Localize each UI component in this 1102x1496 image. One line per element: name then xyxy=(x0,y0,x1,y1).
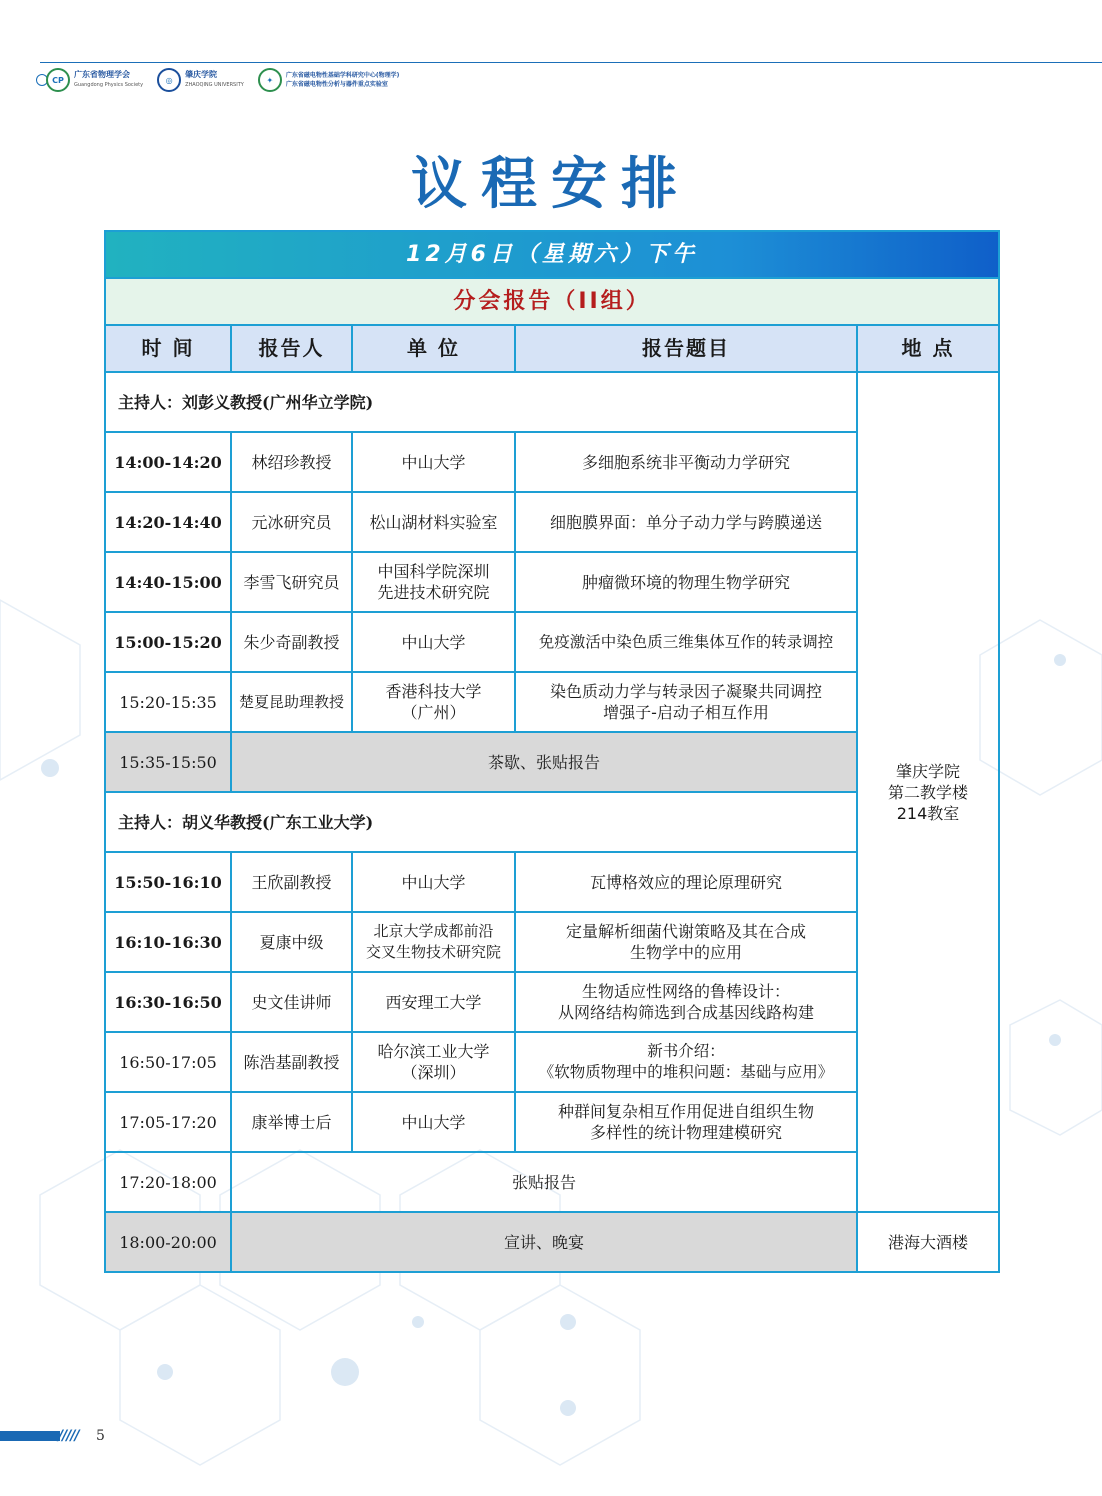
row-time: 15:50-16:10 xyxy=(105,852,231,912)
row-unit: 中山大学 xyxy=(352,612,515,672)
break-time: 15:35-15:50 xyxy=(105,732,231,792)
row-speaker: 康举博士后 xyxy=(231,1092,352,1152)
row-unit: 中山大学 xyxy=(352,432,515,492)
session-title: 分会报告（II组） xyxy=(105,278,999,325)
org1-sub: Guangdong Physics Society xyxy=(74,82,144,88)
host-row-2: 主持人：胡义华教授(广东工业大学) xyxy=(105,792,857,852)
row-speaker: 李雪飞研究员 xyxy=(231,552,352,612)
row-time: 14:40-15:00 xyxy=(105,552,231,612)
page-title: 议程安排 xyxy=(411,152,691,217)
row-time: 16:10-16:30 xyxy=(105,912,231,972)
row-speaker: 王欣副教授 xyxy=(231,852,352,912)
row-time: 16:50-17:05 xyxy=(105,1032,231,1092)
logo-research-center xyxy=(258,68,400,92)
row-time: 17:05-17:20 xyxy=(105,1092,231,1152)
footer-bar xyxy=(0,1431,60,1441)
header-rule xyxy=(40,62,1102,63)
row-topic: 多细胞系统非平衡动力学研究 xyxy=(515,432,857,492)
row-topic: 肿瘤微环境的物理生物学研究 xyxy=(515,552,857,612)
university-emblem-icon: ◎ xyxy=(157,68,181,92)
row-time: 15:20-15:35 xyxy=(105,672,231,732)
venue-line2: 第二教学楼 xyxy=(888,782,969,802)
row-unit: 西安理工大学 xyxy=(352,972,515,1032)
dinner-label: 宣讲、晚宴 xyxy=(231,1212,857,1272)
dinner-row xyxy=(105,1212,999,1272)
poster-label: 张贴报告 xyxy=(231,1152,857,1212)
date-banner: 12月6日（星期六）下午 xyxy=(105,231,999,278)
row-topic: 染色质动力学与转录因子凝聚共同调控 增强子-启动子相互作用 xyxy=(515,672,857,732)
venue-line1: 肇庆学院 xyxy=(896,761,961,781)
row-time: 14:00-14:20 xyxy=(105,432,231,492)
row-topic: 瓦博格效应的理论原理研究 xyxy=(515,852,857,912)
row-time: 14:20-14:40 xyxy=(105,492,231,552)
org2-sub: ZHAOQING UNIVERSITY xyxy=(185,82,244,88)
row-unit: 中国科学院深圳 先进技术研究院 xyxy=(352,552,515,612)
row-unit: 松山湖材料实验室 xyxy=(352,492,515,552)
row-topic: 种群间复杂相互作用促进自组织生物 多样性的统计物理建模研究 xyxy=(515,1092,857,1152)
row-speaker: 史文佳讲师 xyxy=(231,972,352,1032)
dinner-place: 港海大酒楼 xyxy=(857,1212,999,1272)
page-number: 5 xyxy=(96,1428,105,1444)
row-time: 15:00-15:20 xyxy=(105,612,231,672)
row-topic: 生物适应性网络的鲁棒设计： 从网络结构筛选到合成基因线路构建 xyxy=(515,972,857,1032)
footer-slashes: ///// xyxy=(58,1428,79,1444)
col-header-place: 地 点 xyxy=(857,325,999,372)
col-header-time: 时 间 xyxy=(105,325,231,372)
row-topic: 新书介绍： 《软物质物理中的堆积问题：基础与应用》 xyxy=(515,1032,857,1092)
row-speaker: 陈浩基副教授 xyxy=(231,1032,352,1092)
row-unit: 香港科技大学 （广州） xyxy=(352,672,515,732)
col-header-topic: 报告题目 xyxy=(515,325,857,372)
poster-time: 17:20-18:00 xyxy=(105,1152,231,1212)
agenda-table xyxy=(104,230,1000,1273)
logo-physics-society xyxy=(36,68,143,92)
row-unit: 北京大学成都前沿 交叉生物技术研究院 xyxy=(352,912,515,972)
row-topic: 免疫激活中染色质三维集体互作的转录调控 xyxy=(515,612,857,672)
header-logos xyxy=(36,64,399,96)
row-topic: 细胞膜界面：单分子动力学与跨膜递送 xyxy=(515,492,857,552)
venue-line3: 214教室 xyxy=(896,803,960,823)
break-label: 茶歇、张贴报告 xyxy=(231,732,857,792)
row-speaker: 朱少奇副教授 xyxy=(231,612,352,672)
col-header-speaker: 报告人 xyxy=(231,325,352,372)
row-unit: 中山大学 xyxy=(352,1092,515,1152)
org3-line1: 广东省磁电物性基础学科研究中心(物理学) xyxy=(285,72,400,79)
row-time: 16:30-16:50 xyxy=(105,972,231,1032)
row-speaker: 楚夏昆助理教授 xyxy=(231,672,352,732)
row-unit: 哈尔滨工业大学 （深圳） xyxy=(352,1032,515,1092)
dinner-time: 18:00-20:00 xyxy=(105,1212,231,1272)
logo-zhaoqing-university xyxy=(157,68,244,92)
row-topic: 定量解析细菌代谢策略及其在合成 生物学中的应用 xyxy=(515,912,857,972)
col-header-unit: 单 位 xyxy=(352,325,515,372)
org3-line2: 广东省磁电物性分析与器件重点实验室 xyxy=(285,81,388,88)
row-speaker: 林绍珍教授 xyxy=(231,432,352,492)
org2-name: 肇庆学院 xyxy=(185,70,218,79)
host-row-1: 主持人：刘彭义教授(广州华立学院) xyxy=(105,372,857,432)
org1-name: 广东省物理学会 xyxy=(74,70,130,79)
row-speaker: 夏康中级 xyxy=(231,912,352,972)
research-center-emblem-icon: ✦ xyxy=(258,68,282,92)
row-unit: 中山大学 xyxy=(352,852,515,912)
venue-cell xyxy=(857,372,999,1212)
row-speaker: 元冰研究员 xyxy=(231,492,352,552)
physics-society-emblem-icon: CP xyxy=(46,68,70,92)
